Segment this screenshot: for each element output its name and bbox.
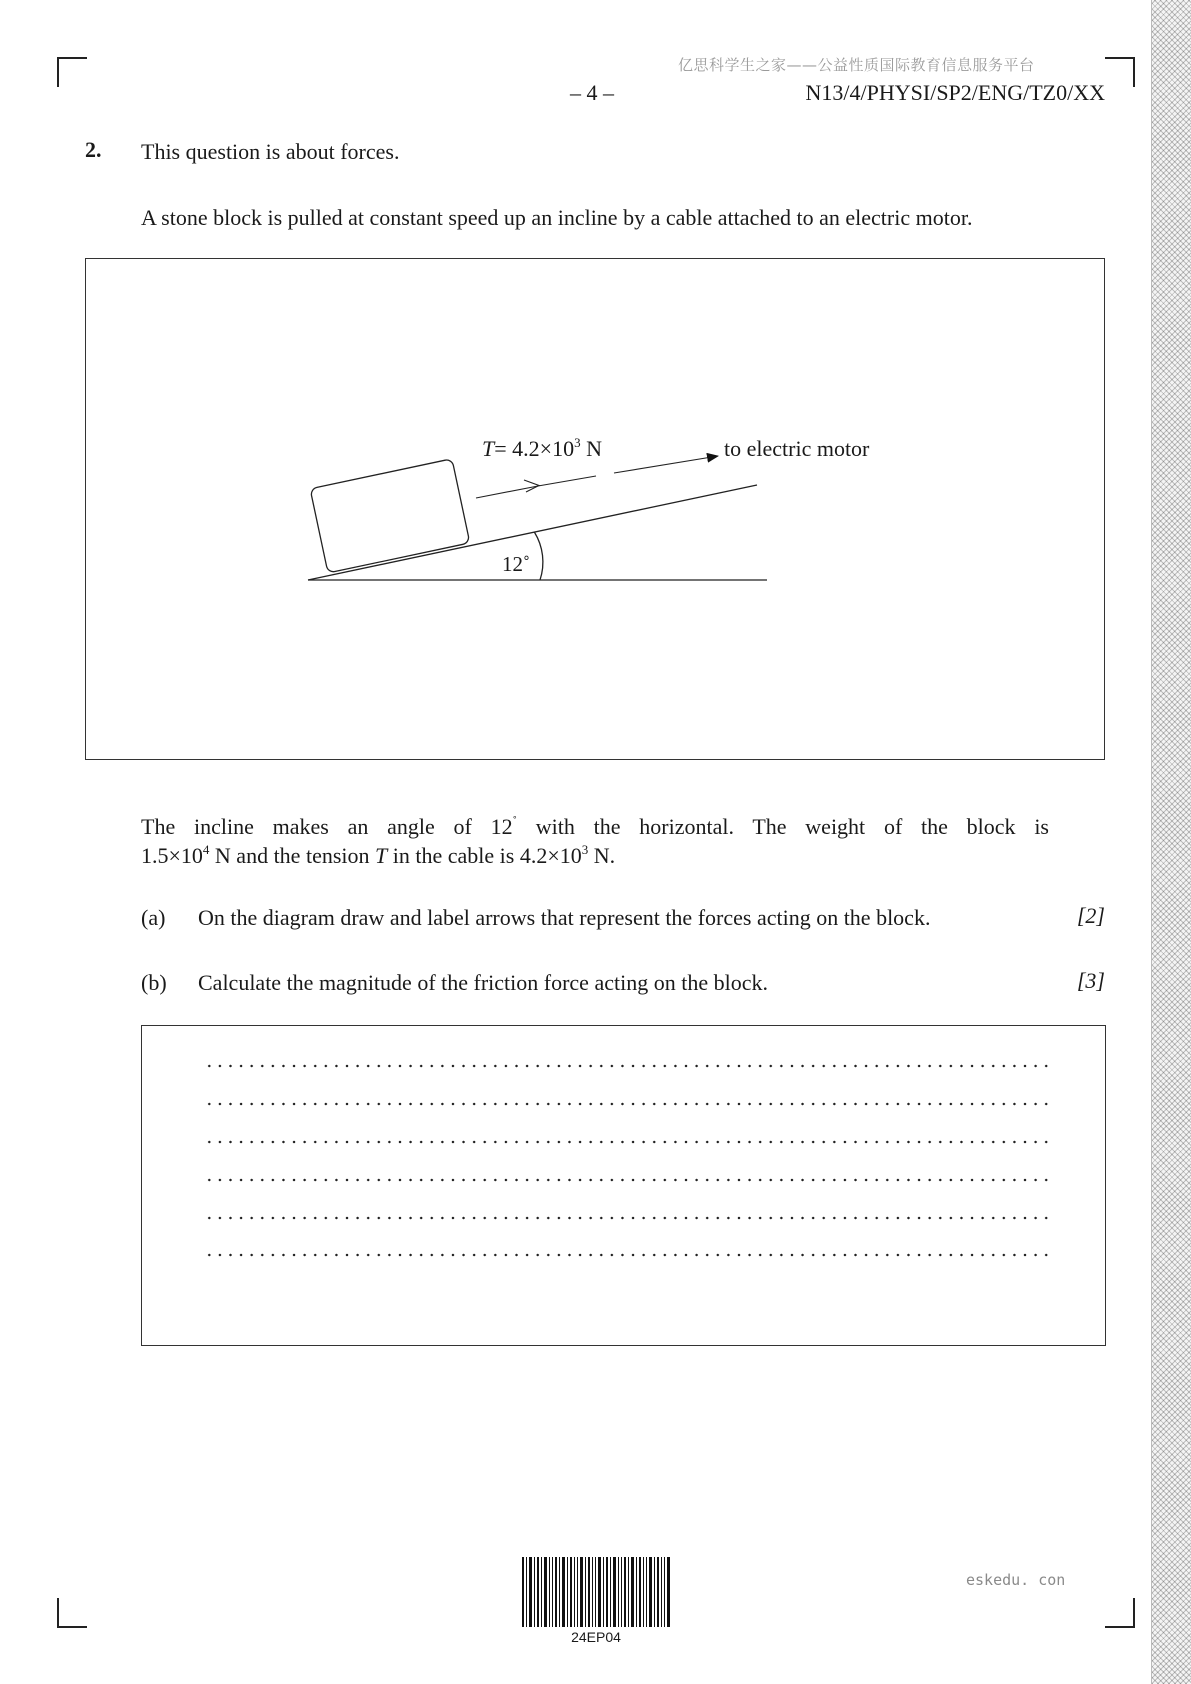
crop-mark-bottom-right: [1105, 1598, 1135, 1628]
side-hatch-strip: [1151, 0, 1191, 1684]
paper-code: N13/4/PHYSI/SP2/ENG/TZ0/XX: [805, 80, 1105, 105]
body-line-2: $1.5\times 10^4$ N and the tension T in the cable is $4.2\times 10^3$ N.: [141, 842, 616, 868]
answer-line[interactable]: [204, 1137, 1054, 1147]
part-b-label: (b): [141, 970, 167, 995]
answer-line[interactable]: [204, 1061, 1054, 1071]
answer-line[interactable]: [204, 1175, 1054, 1185]
barcode-text: 24EP04: [571, 1629, 621, 1645]
part-a-marks: [2]: [1076, 903, 1105, 928]
stone-block: [310, 459, 470, 573]
question-context: A stone block is pulled at constant speed up an incline by a cable attached to an electric motor.: [141, 205, 973, 230]
tension-label: $T= 4.2\times 10^3$ N: [482, 435, 602, 461]
angle-label: 12˚: [502, 552, 530, 576]
site-watermark: eskedu. con: [966, 1571, 1066, 1589]
watermark-text: 亿思科学生之家——公益性质国际教育信息服务平台: [678, 56, 1035, 74]
barcode: [522, 1557, 670, 1627]
answer-line[interactable]: [204, 1250, 1054, 1260]
motor-label: to electric motor: [724, 436, 870, 461]
part-a-label: (a): [141, 905, 166, 930]
question-number: 2.: [85, 137, 102, 162]
part-a-text: On the diagram draw and label arrows that represent the forces acting on the block.: [198, 905, 931, 930]
cable-segment: [538, 476, 596, 486]
crop-mark-top-right: [1105, 57, 1135, 87]
question-intro: This question is about forces.: [141, 139, 400, 164]
part-b-text: Calculate the magnitude of the friction force acting on the block.: [198, 970, 768, 995]
answer-line[interactable]: [204, 1213, 1054, 1223]
incline-diagram: [86, 259, 1104, 759]
crop-mark-top-left: [57, 57, 87, 87]
diagram-box[interactable]: [85, 258, 1105, 760]
cable-to-motor-arrow: [614, 456, 718, 473]
answer-box[interactable]: [141, 1025, 1106, 1346]
part-b-marks: [3]: [1076, 968, 1105, 993]
angle-arc: [534, 532, 543, 580]
body-line-1: The incline makes an angle of 12˚ with the horizontal. The weight of the block is: [141, 813, 1049, 839]
page-number: – 4 –: [570, 80, 614, 105]
answer-line[interactable]: [204, 1099, 1054, 1109]
tension-arrow: [476, 486, 538, 498]
crop-mark-bottom-left: [57, 1598, 87, 1628]
